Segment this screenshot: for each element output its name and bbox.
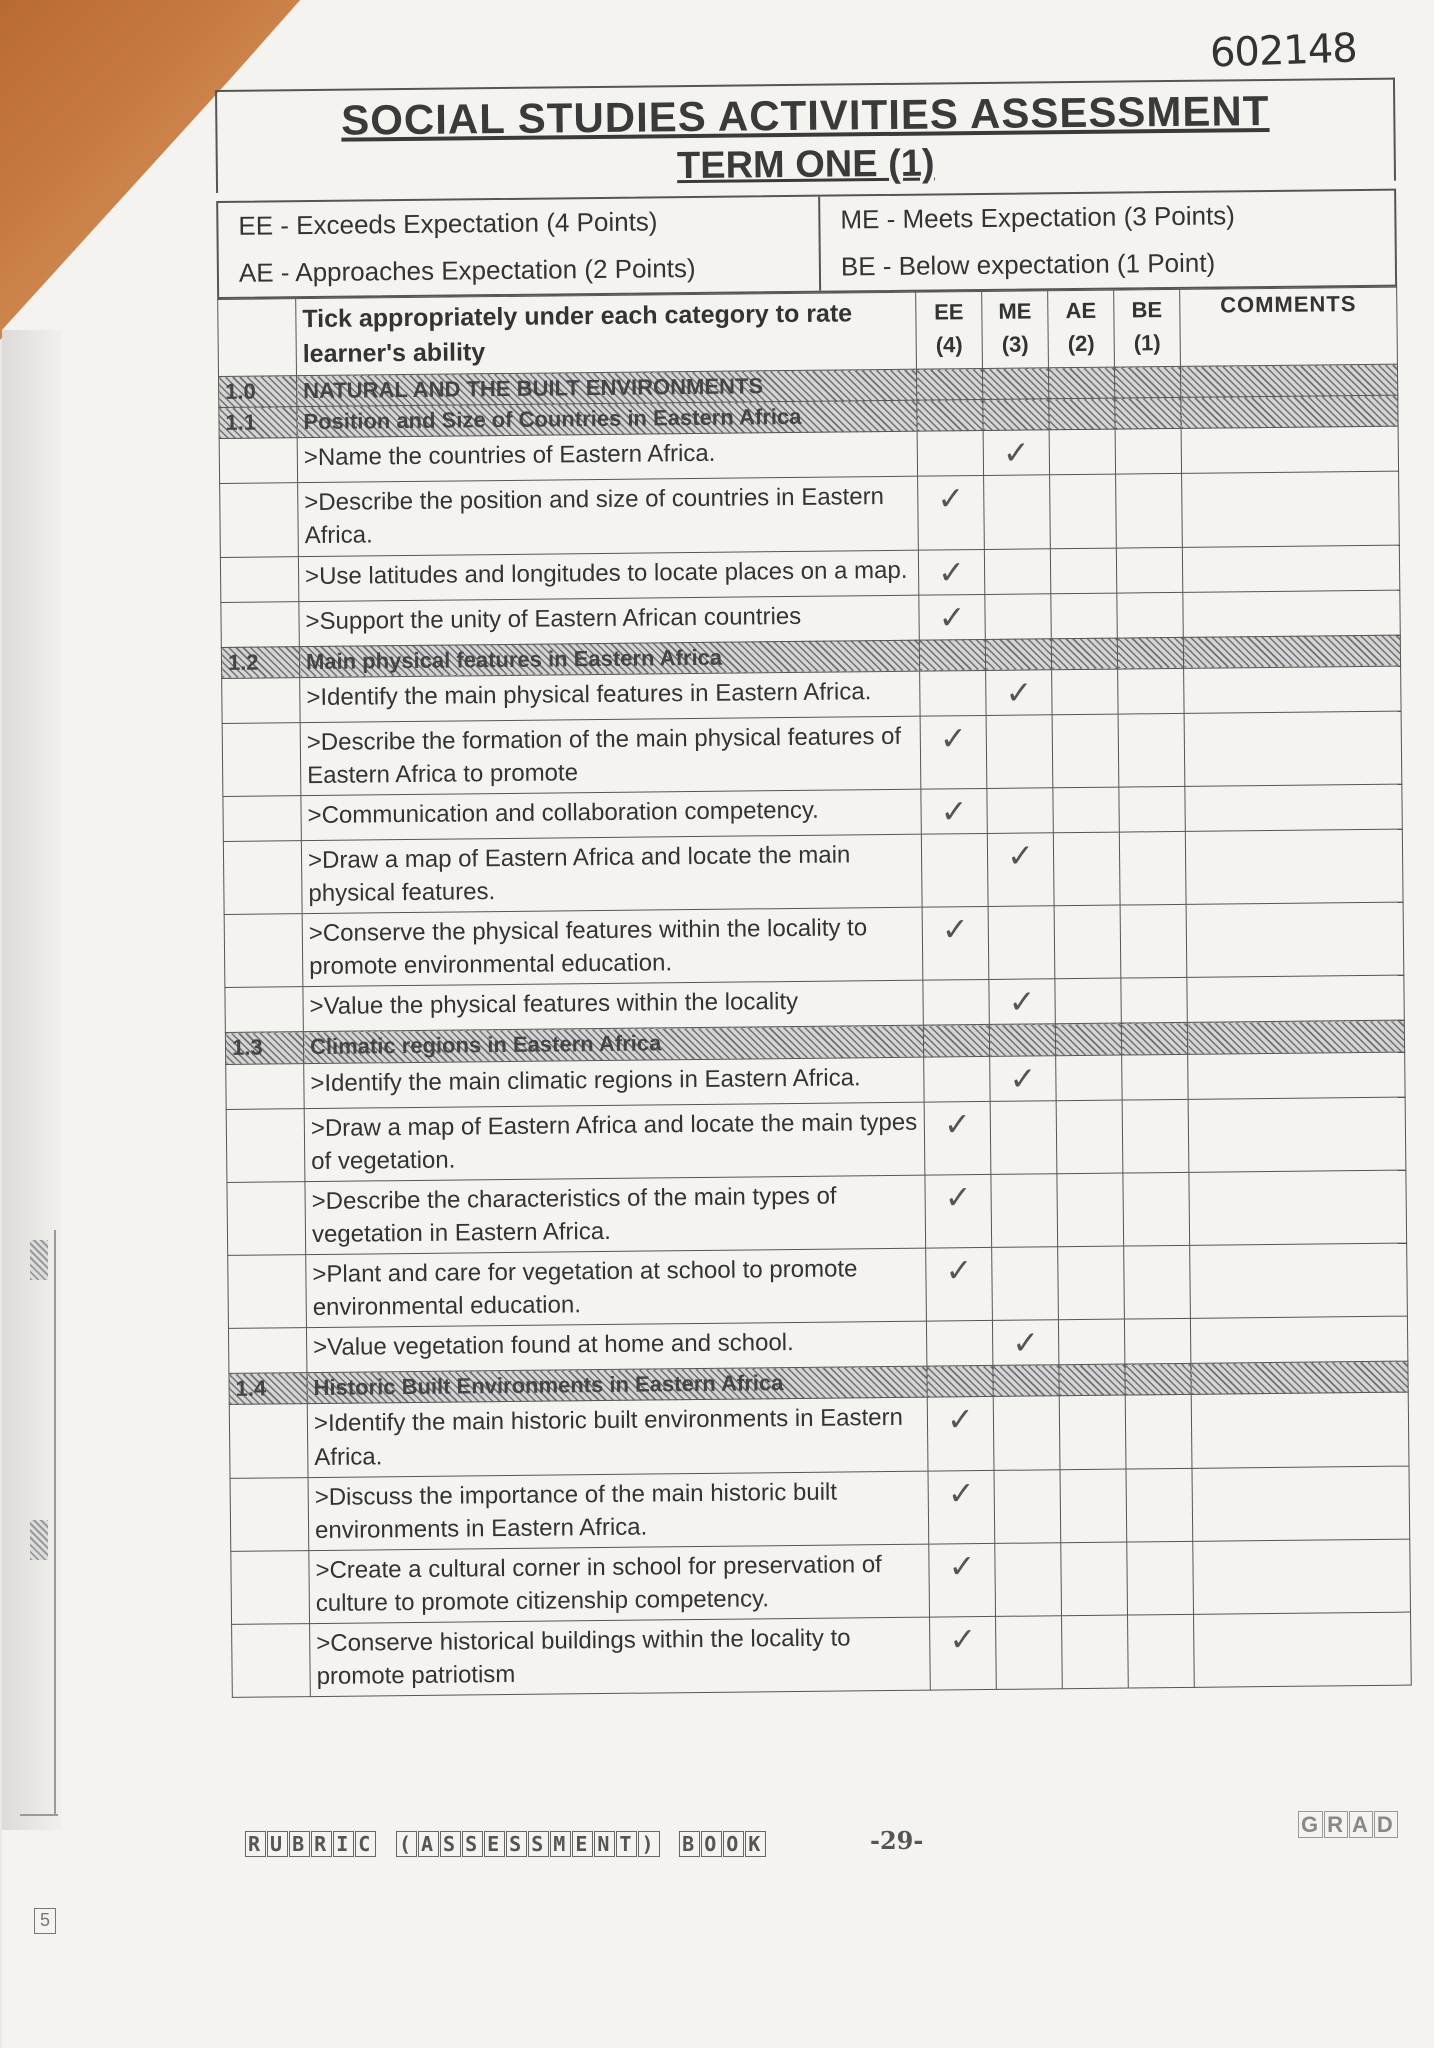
code-cell [229, 1404, 308, 1478]
tick-cell-be[interactable] [1119, 831, 1186, 905]
tick-cell-ee[interactable] [927, 1397, 994, 1471]
section-code: 1.0 [219, 376, 297, 408]
tick-cell-ae[interactable] [1049, 429, 1115, 475]
section-stripe-cell [923, 1025, 989, 1057]
section-code: 1.3 [225, 1032, 303, 1064]
criterion-text: >Discuss the importance of the main historic built environments in Eastern Africa. [308, 1471, 929, 1551]
side-page-glyph: 5 [34, 1908, 56, 1934]
code-cell [220, 556, 298, 602]
title-box [215, 78, 1396, 193]
ae-header: AE (2) [1048, 290, 1115, 368]
tick-cell-me[interactable] [995, 1543, 1062, 1617]
comments-cell[interactable] [1193, 1539, 1411, 1614]
comments-cell[interactable] [1189, 1170, 1407, 1245]
table-row [228, 1243, 1408, 1329]
tick-mark-icon: ✓ [939, 718, 967, 758]
tick-cell-ae[interactable] [1058, 1319, 1124, 1365]
section-stripe-cell [989, 1024, 1055, 1056]
section-stripe-cell [1059, 1364, 1125, 1396]
code-cell [219, 438, 297, 484]
criterion-text: >Value the physical features within the locality [303, 981, 923, 1032]
tick-cell-ee[interactable] [925, 1174, 992, 1248]
side-stripe-mark [30, 1520, 48, 1560]
criterion-text: >Describe the characteristics of the main types of vegetation in Eastern Africa. [305, 1175, 926, 1255]
section-stripe-cell [1180, 364, 1397, 397]
tick-cell-ee[interactable] [923, 980, 989, 1026]
code-cell [222, 677, 300, 723]
table-row [220, 472, 1400, 558]
tick-cell-me[interactable] [983, 430, 1049, 476]
tick-cell-ae[interactable] [1056, 1055, 1122, 1101]
key-ae: AE - Approaches Expectation (2 Points) [238, 252, 696, 288]
tick-cell-me[interactable] [992, 1320, 1058, 1366]
criterion-text: >Draw a map of Eastern Africa and locate the main types of vegetation. [304, 1102, 925, 1182]
tick-cell-ae[interactable] [1059, 1396, 1126, 1470]
tick-cell-be[interactable] [1128, 1614, 1195, 1688]
section-title: Position and Size of Countries in Eastern Africa [297, 400, 917, 438]
section-stripe-cell [982, 368, 1048, 400]
tick-cell-be[interactable] [1116, 547, 1182, 593]
tick-cell-be[interactable] [1116, 474, 1183, 548]
section-title: NATURAL AND THE BUILT ENVIRONMENTS [296, 369, 916, 407]
code-cell [228, 1328, 306, 1374]
comments-header: COMMENTS [1180, 287, 1398, 366]
section-stripe-cell [993, 1365, 1059, 1397]
code-cell [225, 987, 303, 1033]
criterion-text: >Use latitudes and longitudes to locate places on a map. [298, 550, 918, 601]
table-row [222, 711, 1402, 797]
section-stripe-cell [1117, 637, 1183, 669]
section-stripe-cell [1051, 638, 1117, 670]
tick-cell-me[interactable] [991, 1174, 1058, 1248]
tick-cell-ee[interactable] [926, 1321, 992, 1367]
code-cell [232, 1624, 311, 1698]
table-row [227, 1170, 1407, 1256]
tick-cell-ee[interactable] [924, 1101, 991, 1175]
code-cell [231, 1551, 310, 1625]
tick-cell-me[interactable] [988, 906, 1055, 980]
criterion-text: >Describe the position and size of countries in Eastern Africa. [298, 477, 919, 557]
underlying-page-edge [54, 1230, 56, 1815]
tick-cell-me[interactable] [984, 475, 1051, 549]
tick-cell-ee[interactable] [920, 715, 987, 789]
handwritten-serial-number: 602148 [1209, 25, 1358, 77]
brand-logo: G R A D [1298, 1812, 1399, 1838]
section-code: 1.4 [229, 1373, 307, 1405]
tick-mark-icon: ✓ [937, 552, 966, 592]
tick-mark-icon: ✓ [937, 479, 965, 518]
tick-cell-ee[interactable] [919, 594, 985, 640]
tick-mark-icon: ✓ [1012, 1323, 1040, 1363]
tick-cell-be[interactable] [1124, 1245, 1191, 1319]
tick-cell-ee[interactable] [929, 1543, 996, 1617]
tick-mark-icon: ✓ [1008, 982, 1036, 1022]
code-cell [223, 841, 302, 915]
criterion-text: >Draw a map of Eastern Africa and locate the main physical features. [301, 834, 922, 914]
code-cell [226, 1108, 305, 1182]
tick-mark-icon: ✓ [1006, 836, 1035, 875]
tick-cell-ae[interactable] [1052, 714, 1119, 788]
code-cell [224, 914, 303, 988]
criterion-text: >Describe the formation of the main physical features of Eastern Africa to promote [300, 716, 921, 796]
be-header: BE (1) [1114, 289, 1181, 367]
tick-mark-icon: ✓ [938, 597, 966, 637]
code-cell [223, 796, 301, 842]
comments-cell[interactable] [1191, 1393, 1409, 1468]
tick-mark-icon: ✓ [949, 1620, 977, 1659]
criterion-text: >Value vegetation found at home and school. [306, 1321, 926, 1372]
criterion-text: >Create a cultural corner in school for preservation of culture to promote citizenship competency. [309, 1544, 930, 1624]
tick-cell-me[interactable] [993, 1396, 1060, 1470]
tick-cell-ae[interactable] [1054, 905, 1121, 979]
tick-cell-me[interactable] [986, 715, 1053, 789]
tick-cell-be[interactable] [1115, 429, 1181, 475]
criterion-text: >Plant and care for vegetation at school to promote environmental education. [306, 1248, 927, 1328]
tick-mark-icon: ✓ [948, 1547, 976, 1586]
comments-cell[interactable] [1185, 829, 1403, 904]
code-cell [220, 483, 299, 557]
tick-mark-icon: ✓ [945, 1251, 973, 1290]
tick-mark-icon: ✓ [1009, 1059, 1037, 1098]
page-title: SOCIAL STUDIES ACTIVITIES ASSESSMENT [340, 86, 1270, 144]
section-stripe-cell [985, 638, 1051, 670]
tick-cell-me[interactable] [990, 1100, 1057, 1174]
tick-cell-ae[interactable] [1052, 669, 1118, 715]
tick-cell-ae[interactable] [1053, 832, 1120, 906]
tick-cell-me[interactable] [987, 788, 1053, 834]
comments-cell[interactable] [1181, 427, 1398, 474]
page-subtitle: TERM ONE (1) [676, 142, 935, 188]
comments-cell[interactable] [1194, 1612, 1412, 1687]
code-cell [227, 1181, 306, 1255]
section-stripe-cell [1183, 635, 1400, 668]
section-title: Historic Built Environments in Eastern Africa [307, 1366, 927, 1404]
tick-cell-be[interactable] [1118, 713, 1185, 787]
section-stripe-cell [919, 639, 985, 671]
ee-header: EE (4) [916, 291, 983, 369]
comments-cell[interactable] [1190, 1316, 1407, 1363]
tick-cell-ee[interactable] [930, 1617, 997, 1691]
comments-cell[interactable] [1185, 784, 1402, 831]
criterion-text: >Identify the main physical features in Eastern Africa. [300, 671, 920, 722]
tick-cell-be[interactable] [1118, 668, 1184, 714]
tick-cell-ae[interactable] [1050, 548, 1116, 594]
criterion-text: >Identify the main climatic regions in Eastern Africa. [304, 1057, 924, 1108]
key-me: ME - Meets Expectation (3 Points) [818, 191, 1394, 244]
tick-cell-ae[interactable] [1055, 979, 1121, 1025]
tick-cell-ae[interactable] [1050, 474, 1117, 548]
tick-cell-ee[interactable] [924, 1056, 990, 1102]
comments-cell[interactable] [1186, 902, 1404, 977]
section-stripe-cell [916, 368, 982, 400]
code-cell [228, 1255, 307, 1329]
tick-cell-ae[interactable] [1056, 1100, 1123, 1174]
tick-cell-me[interactable] [987, 833, 1054, 907]
tick-cell-me[interactable] [994, 1469, 1061, 1543]
tick-cell-me[interactable] [984, 548, 1050, 594]
table-row [223, 829, 1403, 915]
comments-cell[interactable] [1192, 1466, 1410, 1541]
criterion-text: >Name the countries of Eastern Africa. [297, 432, 917, 483]
section-title: Climatic regions in Eastern Africa [303, 1026, 923, 1064]
tick-cell-be[interactable] [1126, 1468, 1193, 1542]
comments-cell[interactable] [1182, 545, 1399, 592]
criterion-text: >Identify the main historic built environments in Eastern Africa. [307, 1398, 928, 1478]
footer-word-assessment: ( A S S E S S M E N T ) [396, 1828, 679, 1858]
comments-cell[interactable] [1187, 976, 1404, 1023]
tick-cell-be[interactable] [1127, 1541, 1194, 1615]
code-cell [222, 722, 301, 796]
page-fold-shadow [2, 330, 62, 1830]
section-stripe-cell [1055, 1023, 1121, 1055]
tick-cell-ee[interactable] [921, 788, 987, 834]
tick-cell-ae[interactable] [1058, 1246, 1125, 1320]
rubric-table [217, 287, 1412, 1699]
tick-cell-ee[interactable] [918, 476, 985, 550]
tick-cell-ee[interactable] [928, 1470, 995, 1544]
code-header [218, 299, 297, 377]
section-stripe-cell [1187, 1021, 1404, 1054]
table-row [229, 1393, 1409, 1479]
page-number: -29- [870, 1826, 924, 1855]
tick-cell-ae[interactable] [1061, 1542, 1128, 1616]
rating-key [216, 189, 1397, 299]
comments-cell[interactable] [1182, 472, 1400, 547]
section-stripe-cell [1049, 398, 1115, 430]
tick-cell-ae[interactable] [1060, 1469, 1127, 1543]
me-header: ME (3) [982, 291, 1049, 369]
tick-cell-me[interactable] [985, 593, 1051, 639]
tick-cell-ee[interactable] [917, 431, 983, 477]
tick-cell-be[interactable] [1122, 1099, 1189, 1173]
section-stripe-cell [1114, 366, 1180, 398]
comments-cell[interactable] [1184, 666, 1401, 713]
tick-cell-ee[interactable] [926, 1247, 993, 1321]
section-stripe-cell [1181, 395, 1398, 428]
tick-cell-ae[interactable] [1051, 593, 1117, 639]
table-row [232, 1612, 1412, 1698]
tick-mark-icon: ✓ [946, 1400, 975, 1439]
tick-cell-ee[interactable] [920, 670, 986, 716]
comments-cell[interactable] [1183, 590, 1400, 637]
tick-cell-me[interactable] [990, 1055, 1056, 1101]
key-be: BE - Below expectation (1 Point) [819, 238, 1395, 291]
table-header-row [218, 287, 1398, 376]
tick-cell-ae[interactable] [1057, 1173, 1124, 1247]
section-stripe-cell [917, 400, 983, 432]
section-title: Main physical features in Eastern Africa [299, 640, 919, 678]
comments-cell[interactable] [1190, 1243, 1408, 1318]
code-cell [230, 1477, 309, 1551]
tick-cell-me[interactable] [986, 670, 1052, 716]
comments-cell[interactable] [1184, 711, 1402, 786]
footer-word-rubric: R U B R I C [245, 1828, 396, 1858]
tick-cell-be[interactable] [1125, 1395, 1192, 1469]
criterion-text: >Conserve historical buildings within the locality to promote patriotism [310, 1617, 931, 1697]
table-row [230, 1466, 1410, 1552]
section-stripe-cell [1125, 1364, 1191, 1396]
section-code: 1.2 [221, 646, 299, 678]
criterion-text: >Support the unity of Eastern African countries [299, 595, 919, 646]
tick-mark-icon: ✓ [940, 792, 968, 831]
section-stripe-cell [1115, 398, 1181, 430]
tick-mark-icon: ✓ [1002, 433, 1030, 473]
rubric-body [219, 364, 1412, 1698]
comments-cell[interactable] [1188, 1052, 1405, 1099]
tick-cell-be[interactable] [1119, 786, 1185, 832]
tick-cell-be[interactable] [1122, 1054, 1188, 1100]
tick-cell-be[interactable] [1117, 592, 1183, 638]
tick-cell-be[interactable] [1123, 1172, 1190, 1246]
section-stripe-cell [1048, 367, 1114, 399]
underlying-page-edge-bottom [20, 1814, 58, 1816]
criterion-text: >Communication and collaboration competency. [301, 789, 921, 840]
tick-cell-ae[interactable] [1062, 1615, 1129, 1689]
tick-cell-ee[interactable] [921, 833, 988, 907]
code-cell [221, 601, 299, 647]
tick-cell-ae[interactable] [1053, 787, 1119, 833]
table-row [231, 1539, 1411, 1625]
tick-cell-be[interactable] [1121, 978, 1187, 1024]
tick-cell-me[interactable] [989, 979, 1055, 1025]
tick-mark-icon: ✓ [941, 910, 969, 949]
assessment-sheet [215, 78, 1412, 1699]
code-cell [226, 1063, 304, 1109]
tick-mark-icon: ✓ [944, 1177, 972, 1217]
tick-cell-ee[interactable] [918, 549, 984, 595]
comments-cell[interactable] [1188, 1097, 1406, 1172]
table-row [226, 1097, 1406, 1183]
footer-word-book: B O O K [679, 1828, 767, 1858]
footer-book-label [245, 1828, 767, 1858]
table-row [224, 902, 1404, 988]
criterion-text: >Conserve the physical features within the locality to promote environmental education. [302, 907, 923, 987]
tick-mark-icon: ✓ [943, 1104, 971, 1144]
tick-mark-icon: ✓ [1005, 673, 1033, 712]
side-stripe-mark [30, 1240, 48, 1280]
section-stripe-cell [1121, 1023, 1187, 1055]
section-stripe-cell [1191, 1361, 1408, 1394]
section-stripe-cell [983, 399, 1049, 431]
description-header: Tick appropriately under each category to rate learner's ability [296, 292, 917, 375]
tick-cell-be[interactable] [1120, 905, 1187, 979]
tick-cell-ee[interactable] [922, 907, 989, 981]
key-ee: EE - Exceeds Expectation (4 Points) [238, 206, 658, 241]
section-code: 1.1 [219, 407, 297, 439]
section-stripe-cell [927, 1366, 993, 1398]
tick-mark-icon: ✓ [947, 1473, 975, 1513]
tick-cell-me[interactable] [996, 1616, 1063, 1690]
tick-cell-be[interactable] [1124, 1319, 1190, 1365]
tick-cell-me[interactable] [992, 1247, 1059, 1321]
